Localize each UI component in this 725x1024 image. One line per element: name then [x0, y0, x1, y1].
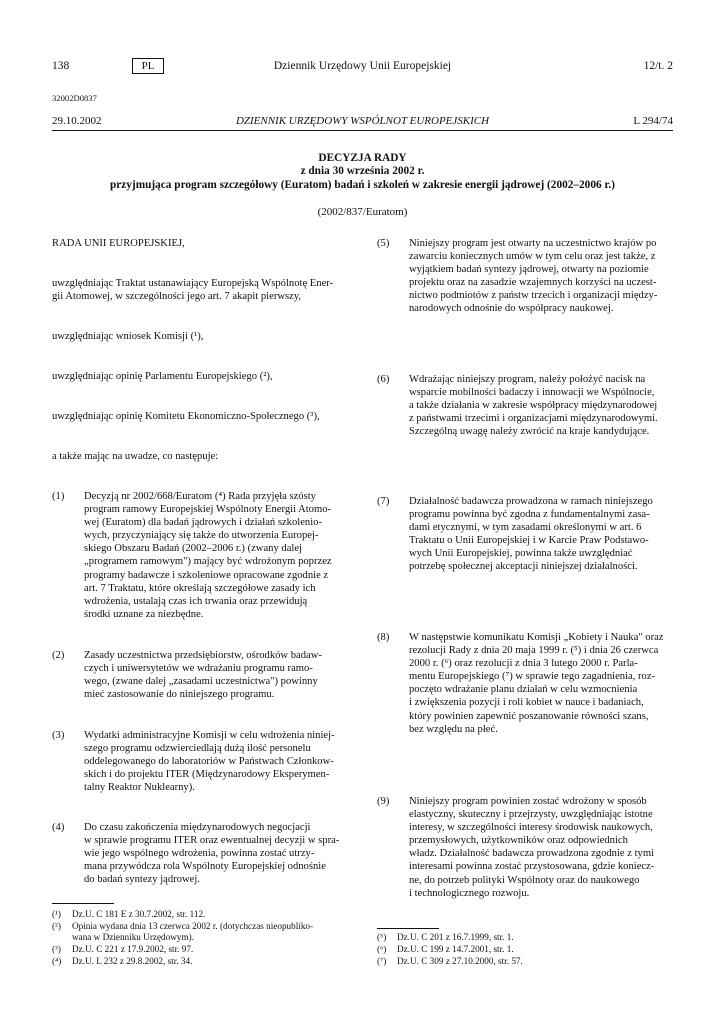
recital-line: Niniejszy program powinien zostać wdrożony w sposób	[409, 796, 647, 807]
title-line-1: DECYZJA RADY	[318, 152, 407, 164]
footnote-text: Dz.U. C 221 z 17.9.2002, str. 97.	[72, 944, 194, 954]
preamble-parliament: uwzględniając opinię Parlamentu Europejskiego (²),	[52, 371, 273, 382]
recital-line: programu powinna być zgodna z fundamentalnymi zasa-	[409, 509, 650, 521]
preamble-commission: uwzględniając wniosek Komisji (¹),	[52, 331, 204, 342]
recital-line: mentu Europejskiego (⁷) w sprawie tego zagadnienia, roz-	[409, 671, 656, 683]
footnote-rule	[377, 928, 439, 929]
recital-line: narodowych odnośnie do współpracy naukowej.	[409, 303, 614, 315]
footnote-number: (²)	[52, 921, 61, 931]
recital-line: interesami powinna zostać przystosowana, gdzie koniecz-	[409, 861, 655, 873]
footnote-text: Dz.U. L 232 z 29.8.2002, str. 34.	[72, 956, 193, 966]
footnote-text: Dz.U. C 201 z 16.7.1999, str. 1.	[397, 932, 514, 942]
recital-line: nictwo podmiotów z państw trzecich i organizacji między-	[409, 290, 658, 302]
recital-line: Niniejszy program jest otwarty na uczestnictwo krajów po	[409, 238, 657, 249]
recital-line: ne, do potrzeb polityki Wspólnoty oraz do naukowego	[409, 874, 640, 886]
footnote-number: (⁷)	[377, 956, 387, 966]
recital-line: wie jego wspólnego wdrożenia, powinna zostać utrzy-	[84, 848, 315, 860]
recital-line: a także działania w zakresie współpracy międzynarodowej	[409, 400, 658, 412]
recital-line: wych, przyczyniający się także do utworzenia Europej-	[84, 530, 319, 542]
recital-line: rezolucji Rady z dnia 20 maja 1999 r. (⁵) i dnia 26 czerwca	[409, 645, 659, 657]
recital-line: zawarciu koniecznych umów w tym celu oraz jest także, z	[409, 251, 656, 263]
recital-line: mieć zastosowanie do niniejszego programu.	[84, 689, 275, 701]
preamble-whereas: a także mając na uwadze, co następuje:	[52, 451, 219, 462]
recital-line: środki uznane za niezbędne.	[84, 608, 204, 620]
recital-line: Zasady uczestnictwa przedsiębiorstw, ośrodków badaw-	[84, 650, 322, 661]
footnote-text: wana w Dzienniku Urzędowym).	[72, 932, 194, 943]
language-badge: PL	[132, 58, 164, 74]
recital-line: wsparcie mobilności badaczy i innowacji we Wspólnocie,	[409, 387, 655, 399]
recital-line: skiego Obszaru Badań (2002–2006 r.) (zwany dalej	[84, 543, 302, 555]
reference-code: (2002/837/Euratom)	[317, 206, 408, 218]
footnote-number: (³)	[52, 944, 61, 954]
preamble-council: RADA UNII EUROPEJSKIEJ,	[52, 238, 185, 249]
preamble-treaty-line-2: gii Atomowej, w szczególności jego art. 7 akapit pierwszy,	[52, 291, 302, 302]
recital-line: Działalność badawcza prowadzona w ramach niniejszego	[409, 496, 653, 507]
recital-line: szego programu odzwierciedlają dużą ilość personelu	[84, 743, 311, 755]
recital-line: oddelegowanego do laboratoriów w Państwach Członkow-	[84, 756, 334, 768]
recital-line: i zwiększenia pozycji i roli kobiet w nauce i badaniach,	[409, 697, 644, 709]
recital-line: Traktatu o Unii Europejskiej i w Karcie Praw Podstawo-	[409, 535, 649, 547]
recital-line: Decyzją nr 2002/668/Euratom (⁴) Rada przyjęła szósty	[84, 491, 316, 502]
footnote-number: (⁴)	[52, 956, 62, 966]
recital-number: (3)	[52, 730, 65, 741]
recital-number: (7)	[377, 496, 390, 507]
recital-line: dami etycznymi, w tym zasadami określonymi w art. 6	[409, 522, 642, 534]
recital-line: do badań syntezy jądrowej.	[84, 874, 200, 886]
recital-line: talny Reaktor Nuklearny).	[84, 782, 195, 794]
right-column	[377, 0, 673, 1024]
recital-line: potrzebę społecznej akceptacji niniejszej działalności.	[409, 561, 638, 573]
recital-number: (2)	[52, 650, 65, 661]
recital-line: interesy, w szczególności interesy środowisk naukowych,	[409, 822, 653, 834]
recital-line: programy badawcze i szkoleniowe opracowane zgodnie z	[84, 569, 329, 581]
page-number: 138	[52, 60, 70, 72]
footnote-text: Dz.U. C 199 z 14.7.2001, str. 1.	[397, 944, 514, 954]
recital-number: (5)	[377, 238, 390, 249]
volume-label: 12/t. 2	[643, 60, 673, 72]
oj-date: 29.10.2002	[52, 115, 102, 127]
recital-line: mana przywódcza rola Wspólnoty Europejskiej odnośnie	[84, 861, 326, 873]
recital-line: przemysłowych, użytkowników oraz odpowiednich	[409, 835, 628, 847]
recital-number: (6)	[377, 374, 390, 385]
title-line-2: z dnia 30 września 2002 r.	[300, 165, 425, 178]
recital-line: wdrożenia, ustalają czas ich trwania oraz przewidują	[84, 595, 308, 607]
recital-number: (1)	[52, 491, 65, 502]
recital-line: w sprawie programu ITER oraz ewentualnej decyzji w spra-	[84, 835, 340, 847]
footnote-number: (⁵)	[377, 932, 387, 942]
recital-number: (9)	[377, 796, 390, 807]
recital-line: program ramowy Europejskiej Wspólnoty Energii Atomo-	[84, 504, 332, 516]
footnote-text: Dz.U. C 309 z 27.10.2000, str. 57.	[397, 956, 523, 966]
journal-title: Dziennik Urzędowy Unii Europejskiej	[273, 60, 452, 72]
recital-line: skich i do projektu ITER (Międzynarodowy Eksperymen-	[84, 769, 330, 781]
recital-line: czych i uniwersytetów we wdrażaniu programu ramo-	[84, 663, 313, 675]
recital-line: wyjątkiem badań syntezy jądrowej, otwarty na poziomie	[409, 264, 649, 276]
recital-line: elastyczny, skuteczny i przejrzysty, uwzględniając istotne	[409, 809, 653, 821]
footnote-number: (⁶)	[377, 944, 387, 954]
title-line-3: przyjmująca program szczegółowy (Euratom) badań i szkoleń w zakresie energii jądrowej (2002–2006 r.)	[109, 178, 616, 191]
preamble-treaty-line-1: uwzględniając Traktat ustanawiający Europejską Wspólnotę Ener-	[52, 278, 334, 289]
preamble-committee: uwzględniając opinię Komitetu Ekonomiczno-Społecznego (³),	[52, 411, 320, 422]
recital-line: który powinien zapewnić poszanowanie równości szans,	[409, 710, 649, 722]
recital-line: art. 7 Traktatu, które określają szczegółowe zasady ich	[84, 582, 316, 594]
recital-number: (8)	[377, 632, 390, 643]
recital-line: Szczególną uwagę należy zwrócić na kraje kandydujące.	[409, 426, 650, 438]
left-column	[52, 0, 348, 1024]
recital-line: bez względu na płeć.	[409, 723, 498, 735]
recital-line: Wydatki administracyjne Komisji w celu wdrożenia niniej-	[84, 730, 335, 741]
footnote-text: Dz.U. C 181 E z 30.7.2002, str. 112.	[72, 909, 206, 919]
recital-line: władz. Działalność badawcza prowadzona zgodnie z tymi	[409, 848, 655, 860]
recital-line: z państwami trzecimi i organizacjami międzynarodowymi.	[409, 413, 658, 425]
recital-line: Wdrażając niniejszy program, należy położyć nacisk na	[409, 374, 646, 385]
recital-line: projektu oraz na zasadzie wzajemnych korzyści na uczest-	[409, 277, 657, 289]
recital-line: wej (Euratom) dla badań jądrowych i działań szkolenio-	[84, 517, 322, 529]
recital-line: wych Unii Europejskiej, powinna także uwzględniać	[409, 548, 633, 560]
recital-line: 2000 r. (⁶) oraz rezolucji z dnia 3 lutego 2000 r. Parla-	[409, 658, 638, 670]
recital-line: poczęto wdrażanie planu działań w celu wzmocnienia	[409, 684, 638, 696]
oj-journal: DZIENNIK URZĘDOWY WSPÓLNOT EUROPEJSKICH	[235, 115, 490, 127]
recital-line: Do czasu zakończenia międzynarodowych negocjacji	[84, 822, 311, 833]
recital-line: „programem ramowym") mający być wdrożonym poprzez	[84, 556, 332, 568]
recital-line: wego, (zwane dalej „zasadami uczestnictwa") powinny	[84, 676, 318, 688]
footnote-rule	[52, 903, 114, 904]
oj-reference: L 294/74	[633, 115, 673, 127]
recital-number: (4)	[52, 822, 65, 833]
footnote-number: (¹)	[52, 909, 61, 919]
recital-line: i technologicznego rozwoju.	[409, 887, 530, 899]
recital-line: W następstwie komunikatu Komisji „Kobiety i Nauka" oraz	[409, 632, 664, 643]
footnote-text: Opinia wydana dnia 13 czerwca 2002 r. (dotychczas nieopubliko-	[72, 921, 314, 931]
document-id: 32002D0837	[52, 93, 97, 103]
